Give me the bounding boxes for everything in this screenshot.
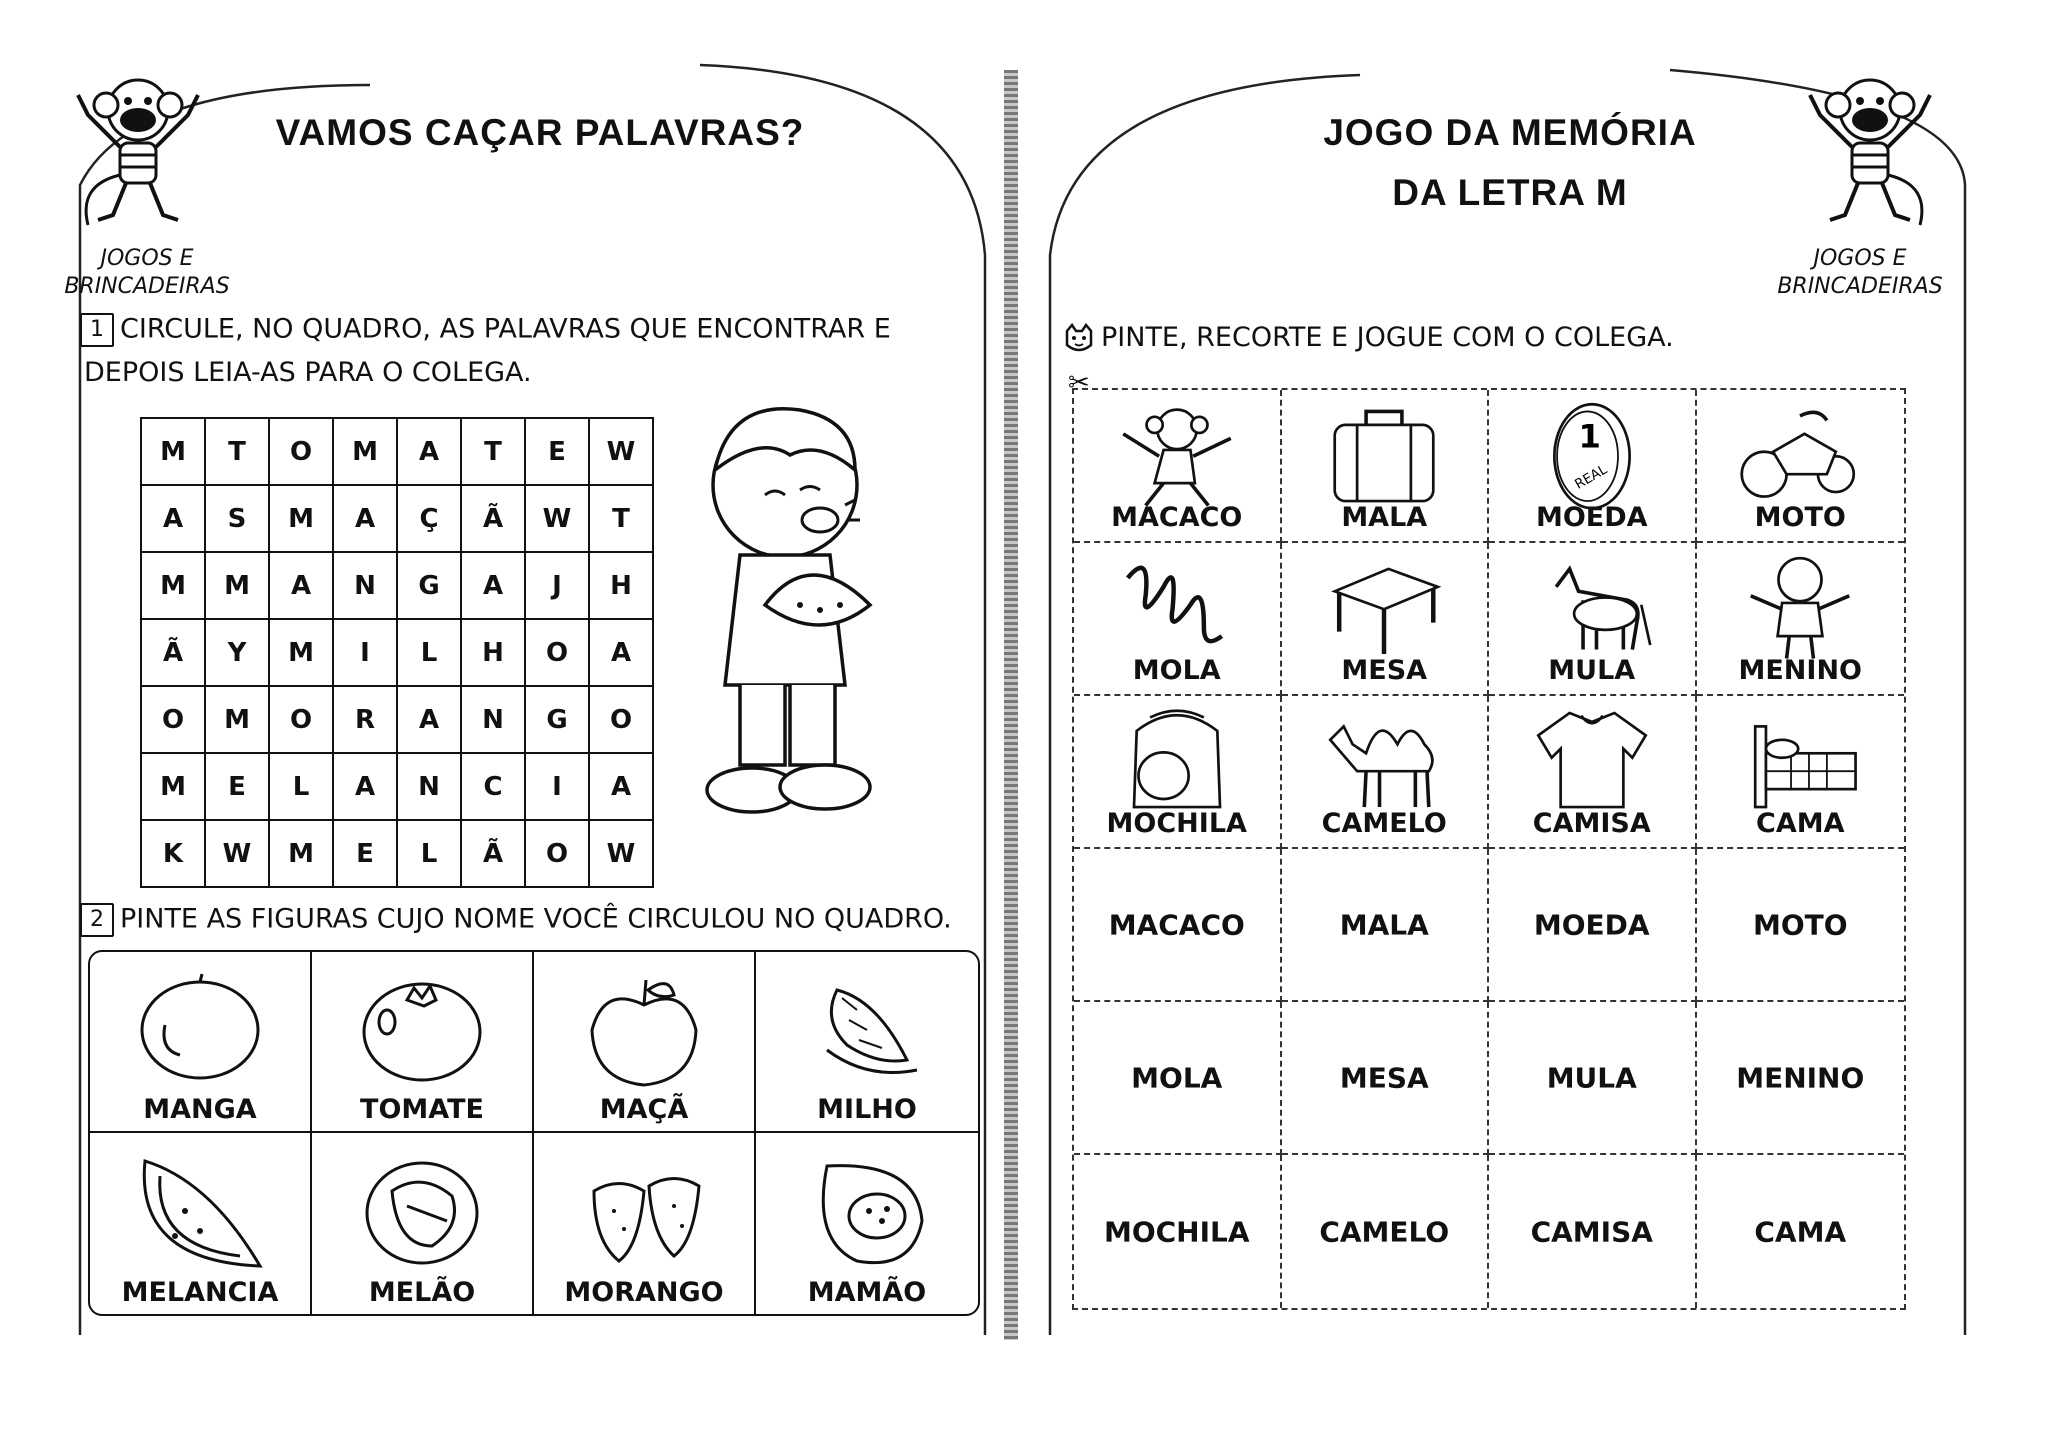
word-search-letter[interactable]: Y bbox=[205, 619, 269, 686]
word-search-letter[interactable]: O bbox=[141, 686, 205, 753]
memory-card-label: MESA bbox=[1341, 655, 1428, 686]
memory-word-card[interactable] bbox=[1074, 1002, 1282, 1155]
word-search-letter[interactable]: E bbox=[525, 418, 589, 485]
instruction-2 bbox=[80, 903, 1000, 937]
fruit-label: MAMÃO bbox=[807, 1277, 927, 1308]
brand-line1: JOGOS E bbox=[100, 246, 194, 271]
strawberry-icon bbox=[569, 1151, 719, 1276]
word-search-letter[interactable]: A bbox=[397, 686, 461, 753]
suitcase-icon bbox=[1314, 398, 1454, 510]
memory-card-label: MULA bbox=[1548, 655, 1636, 686]
word-search-letter[interactable]: T bbox=[589, 485, 653, 552]
memory-card-label: MOTO bbox=[1754, 502, 1846, 533]
fruit-label: MANGA bbox=[143, 1094, 257, 1125]
memory-word-label: MALA bbox=[1339, 908, 1429, 941]
word-search-letter[interactable]: M bbox=[141, 753, 205, 820]
word-search-letter[interactable]: W bbox=[589, 820, 653, 887]
spring-icon bbox=[1107, 551, 1247, 663]
fruit-label: MELÃO bbox=[368, 1277, 476, 1308]
memory-card-label: CAMELO bbox=[1321, 808, 1447, 839]
memory-word-card[interactable] bbox=[1489, 1002, 1697, 1155]
memory-word-card[interactable] bbox=[1282, 1155, 1490, 1308]
word-search-grid bbox=[140, 417, 654, 888]
cat-face-icon bbox=[1063, 323, 1095, 355]
word-search-letter[interactable]: K bbox=[141, 820, 205, 887]
corn-icon bbox=[792, 970, 942, 1095]
brand-label bbox=[62, 245, 232, 301]
word-search-letter[interactable]: E bbox=[333, 820, 397, 887]
word-search-letter[interactable]: O bbox=[525, 619, 589, 686]
word-search-letter[interactable]: M bbox=[269, 485, 333, 552]
book-spine bbox=[1004, 70, 1018, 1340]
memory-word-card[interactable] bbox=[1074, 1155, 1282, 1308]
word-search-letter[interactable]: M bbox=[141, 418, 205, 485]
memory-card-label: MOCHILA bbox=[1106, 808, 1247, 839]
monkey-icon bbox=[1107, 398, 1247, 510]
word-search-letter[interactable]: M bbox=[333, 418, 397, 485]
memory-word-label: MULA bbox=[1546, 1061, 1637, 1094]
word-search-letter[interactable]: M bbox=[205, 686, 269, 753]
memory-picture-card[interactable] bbox=[1697, 390, 1905, 543]
word-search-letter[interactable]: R bbox=[333, 686, 397, 753]
coin-icon bbox=[1522, 398, 1662, 510]
memory-word-card[interactable] bbox=[1282, 849, 1490, 1002]
word-search-letter[interactable]: M bbox=[269, 820, 333, 887]
memory-picture-card[interactable] bbox=[1074, 696, 1282, 849]
word-search-letter[interactable]: O bbox=[269, 418, 333, 485]
watermelon-icon bbox=[125, 1151, 275, 1276]
memory-word-label: CAMISA bbox=[1530, 1215, 1653, 1248]
word-search-letter[interactable]: N bbox=[461, 686, 525, 753]
brand-line2: BRINCADEIRAS bbox=[64, 274, 230, 299]
fruit-label: MORANGO bbox=[564, 1277, 724, 1308]
monkey-mascot-icon bbox=[68, 65, 208, 235]
word-search-letter[interactable]: J bbox=[525, 552, 589, 619]
memory-word-label: CAMELO bbox=[1319, 1215, 1450, 1248]
page-title-line2: DA LETRA M bbox=[1392, 172, 1628, 213]
word-search-row bbox=[141, 753, 653, 820]
page-title: VAMOS CAÇAR PALAVRAS? bbox=[275, 112, 805, 153]
memory-word-card[interactable] bbox=[1282, 1002, 1490, 1155]
word-search-letter[interactable]: Ã bbox=[461, 485, 525, 552]
word-search-letter[interactable]: I bbox=[333, 619, 397, 686]
brand-line2: BRINCADEIRAS bbox=[1777, 274, 1943, 299]
memory-word-card[interactable] bbox=[1697, 849, 1905, 1002]
fruit-label: MAÇÃ bbox=[599, 1094, 689, 1125]
memory-word-label: MOEDA bbox=[1533, 908, 1650, 941]
papaya-icon bbox=[792, 1151, 942, 1276]
mule-icon bbox=[1522, 551, 1662, 663]
word-search-letter[interactable]: W bbox=[205, 820, 269, 887]
word-search-letter[interactable]: A bbox=[589, 753, 653, 820]
word-search-letter[interactable]: Ç bbox=[397, 485, 461, 552]
word-search-letter[interactable]: N bbox=[397, 753, 461, 820]
instruction-1-line2: DEPOIS LEIA-AS PARA O COLEGA. bbox=[84, 357, 532, 388]
memory-picture-card[interactable] bbox=[1074, 390, 1282, 543]
word-search-row bbox=[141, 552, 653, 619]
mango-icon bbox=[125, 970, 275, 1095]
word-search-letter[interactable]: H bbox=[589, 552, 653, 619]
svg-text:REAL: REAL bbox=[1572, 462, 1610, 493]
fruit-label: MELANCIA bbox=[121, 1277, 279, 1308]
word-search-row bbox=[141, 418, 653, 485]
apple-icon bbox=[569, 970, 719, 1095]
instruction-2-text: PINTE AS FIGURAS CUJO NOME VOCÊ CIRCULOU NO QUADRO. bbox=[120, 903, 952, 935]
memory-word-card[interactable] bbox=[1489, 1155, 1697, 1308]
memory-picture-card[interactable] bbox=[1697, 696, 1905, 849]
table-icon bbox=[1314, 551, 1454, 663]
instruction-text: PINTE, RECORTE E JOGUE COM O COLEGA. bbox=[1101, 322, 1674, 353]
motorcycle-icon bbox=[1730, 398, 1870, 510]
word-search-letter[interactable]: M bbox=[205, 552, 269, 619]
word-search-letter[interactable]: W bbox=[589, 418, 653, 485]
fruit-card[interactable] bbox=[534, 952, 756, 1133]
backpack-icon bbox=[1107, 704, 1247, 816]
word-search-row bbox=[141, 820, 653, 887]
instruction-1-line1: CIRCULE, NO QUADRO, AS PALAVRAS QUE ENCONTRAR E bbox=[120, 313, 891, 345]
memory-card-label: MENINO bbox=[1738, 655, 1862, 686]
word-search-letter[interactable]: S bbox=[205, 485, 269, 552]
memory-card-label: MOEDA bbox=[1535, 502, 1648, 533]
memory-picture-card[interactable] bbox=[1282, 543, 1490, 696]
word-search-letter[interactable]: A bbox=[397, 418, 461, 485]
memory-word-label: CAMA bbox=[1754, 1215, 1847, 1248]
page-title-line1: JOGO DA MEMÓRIA bbox=[1323, 112, 1697, 153]
word-search-letter[interactable]: C bbox=[461, 753, 525, 820]
fruit-card[interactable] bbox=[90, 1133, 312, 1314]
memory-picture-card[interactable] bbox=[1074, 543, 1282, 696]
word-search-letter[interactable]: G bbox=[525, 686, 589, 753]
bed-icon bbox=[1730, 704, 1870, 816]
boy-eating-watermelon-icon bbox=[670, 395, 930, 825]
memory-word-card[interactable] bbox=[1697, 1155, 1905, 1308]
brand-line1: JOGOS E bbox=[1813, 246, 1907, 271]
memory-word-label: MACACO bbox=[1108, 908, 1245, 941]
fruit-label: MILHO bbox=[817, 1094, 917, 1125]
monkey-mascot-icon bbox=[1800, 65, 1940, 235]
memory-word-label: MESA bbox=[1339, 1061, 1429, 1094]
melon-icon bbox=[347, 1151, 497, 1276]
memory-word-card[interactable] bbox=[1697, 1002, 1905, 1155]
memory-card-grid bbox=[1072, 388, 1906, 1310]
word-search-letter[interactable]: A bbox=[269, 552, 333, 619]
memory-card-label: MALA bbox=[1341, 502, 1428, 533]
word-search-letter[interactable]: L bbox=[397, 820, 461, 887]
word-search-letter[interactable]: G bbox=[397, 552, 461, 619]
word-search-letter[interactable]: Ã bbox=[461, 820, 525, 887]
fruit-card[interactable] bbox=[756, 952, 978, 1133]
word-search-row bbox=[141, 686, 653, 753]
memory-word-label: MOCHILA bbox=[1103, 1215, 1250, 1248]
memory-picture-card[interactable] bbox=[1282, 390, 1490, 543]
memory-picture-card[interactable] bbox=[1489, 390, 1697, 543]
shirt-icon bbox=[1522, 704, 1662, 816]
word-search-letter[interactable]: M bbox=[269, 619, 333, 686]
memory-word-card[interactable] bbox=[1074, 849, 1282, 1002]
word-search-letter[interactable]: W bbox=[525, 485, 589, 552]
word-search-letter[interactable]: A bbox=[589, 619, 653, 686]
fruit-card[interactable] bbox=[90, 952, 312, 1133]
instruction-1 bbox=[80, 313, 980, 347]
word-search-letter[interactable]: H bbox=[461, 619, 525, 686]
tomato-icon bbox=[347, 970, 497, 1095]
word-search-letter[interactable]: O bbox=[525, 820, 589, 887]
fruit-card[interactable] bbox=[534, 1133, 756, 1314]
word-search-letter[interactable]: A bbox=[333, 753, 397, 820]
number-1-icon: 1 bbox=[80, 313, 114, 347]
fruit-card[interactable] bbox=[312, 952, 534, 1133]
word-search-letter[interactable]: M bbox=[141, 552, 205, 619]
fruit-card[interactable] bbox=[756, 1133, 978, 1314]
word-search-row bbox=[141, 619, 653, 686]
memory-card-label: CAMA bbox=[1756, 808, 1845, 839]
word-search-letter[interactable]: L bbox=[269, 753, 333, 820]
instruction bbox=[1063, 322, 1863, 355]
brand-label bbox=[1770, 245, 1950, 301]
word-search-letter[interactable]: T bbox=[461, 418, 525, 485]
number-2-icon: 2 bbox=[80, 903, 114, 937]
memory-picture-card[interactable] bbox=[1489, 696, 1697, 849]
memory-card-label: CAMISA bbox=[1532, 808, 1651, 839]
word-search-letter[interactable]: I bbox=[525, 753, 589, 820]
word-search-letter[interactable]: E bbox=[205, 753, 269, 820]
word-search-letter[interactable]: L bbox=[397, 619, 461, 686]
fruit-label: TOMATE bbox=[360, 1094, 484, 1125]
memory-picture-card[interactable] bbox=[1697, 543, 1905, 696]
memory-word-label: MOLA bbox=[1131, 1061, 1223, 1094]
memory-picture-card[interactable] bbox=[1489, 543, 1697, 696]
memory-word-card[interactable] bbox=[1489, 849, 1697, 1002]
fruit-picture-grid bbox=[88, 950, 980, 1316]
memory-card-label: MOLA bbox=[1132, 655, 1221, 686]
boy-icon bbox=[1730, 551, 1870, 663]
word-search-letter[interactable]: O bbox=[589, 686, 653, 753]
memory-word-label: MENINO bbox=[1736, 1061, 1865, 1094]
word-search-row bbox=[141, 485, 653, 552]
memory-word-label: MOTO bbox=[1752, 908, 1848, 941]
fruit-card[interactable] bbox=[312, 1133, 534, 1314]
camel-icon bbox=[1314, 704, 1454, 816]
word-search-letter[interactable]: T bbox=[205, 418, 269, 485]
memory-picture-card[interactable] bbox=[1282, 696, 1490, 849]
word-search-letter[interactable]: Ã bbox=[141, 619, 205, 686]
word-search-letter[interactable]: A bbox=[333, 485, 397, 552]
memory-card-label: MACACO bbox=[1111, 502, 1243, 533]
word-search-letter[interactable]: A bbox=[461, 552, 525, 619]
word-search-letter[interactable]: O bbox=[269, 686, 333, 753]
word-search-letter[interactable]: N bbox=[333, 552, 397, 619]
svg-text:1: 1 bbox=[1578, 417, 1601, 456]
word-search-letter[interactable]: A bbox=[141, 485, 205, 552]
scissors-icon: ✂ bbox=[1068, 368, 1090, 398]
